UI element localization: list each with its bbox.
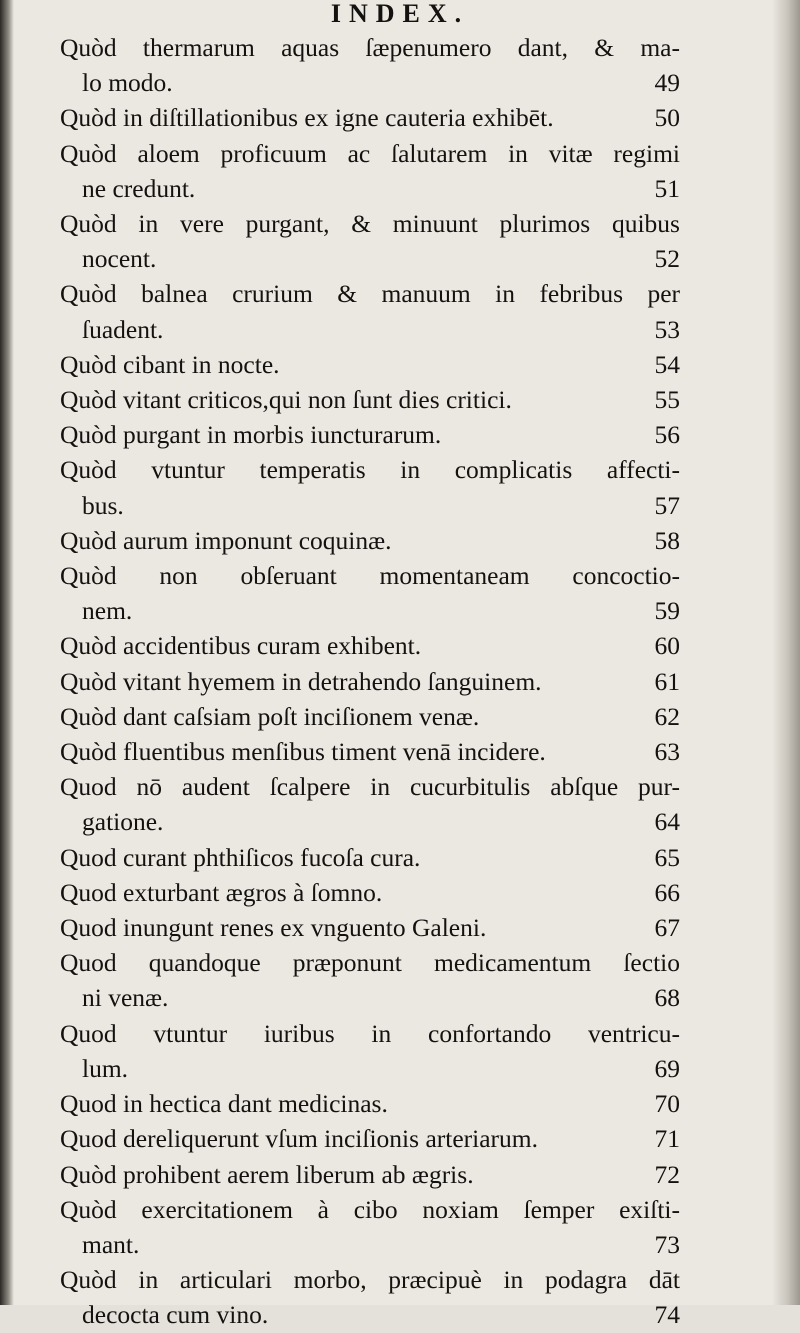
index-entry <box>60 30 680 100</box>
index-entry-text-line: lum. <box>82 1053 129 1083</box>
index-entry-page-number: 73 <box>654 1229 680 1259</box>
index-entry <box>60 1016 680 1086</box>
index-entry-text-line: Quòd in diſtillationibus ex igne cauteria exhibēt. <box>60 103 554 133</box>
index-entry-page-number: 69 <box>654 1053 680 1083</box>
index-entry <box>60 347 680 382</box>
index-entry-text-line: Quòd dant caſsiam poſt inciſionem venæ. <box>60 701 480 731</box>
index-entry <box>60 1121 680 1156</box>
index-entry-text-line: Quòd purgant in morbis iuncturarum. <box>60 420 442 450</box>
index-entry <box>60 276 680 346</box>
index-entry-text-line: decocta cum vino. <box>82 1300 269 1330</box>
index-entry-page-number: 67 <box>654 913 680 943</box>
index-entry-text-line: Quòd vtuntur temperatis in complicatis affecti- <box>60 455 680 485</box>
index-entry <box>60 100 680 135</box>
page-header-title: INDEX. <box>330 0 470 28</box>
index-entry-page-number: 56 <box>654 420 680 450</box>
index-entry-page-number: 71 <box>654 1124 680 1154</box>
index-entry-text-line: Quod quandoque præponunt medicamentum ſectio <box>60 948 680 978</box>
index-entry-page-number: 55 <box>654 385 680 415</box>
index-entry-text-line: Quod inungunt renes ex vnguento Galeni. <box>60 913 487 943</box>
index-entry-page-number: 50 <box>654 103 680 133</box>
index-entry-text-line: Quòd cibant in nocte. <box>60 349 280 379</box>
index-entry-text-line: Quòd prohibent aerem liberum ab ægris. <box>60 1159 474 1189</box>
index-entry-text-line: Quod nō audent ſcalpere in cucurbitulis abſque pur- <box>60 772 680 802</box>
index-entry-page-number: 70 <box>654 1089 680 1119</box>
index-entry <box>60 1157 680 1192</box>
index-entry-text-line: Quòd aloem proficuum ac ſalutarem in vitæ regimi <box>60 138 680 168</box>
index-entry-text-line: gatione. <box>82 807 164 837</box>
index-entry <box>60 734 680 769</box>
index-entry-page-number: 57 <box>654 490 680 520</box>
index-entry-text-line: ni venæ. <box>82 983 169 1013</box>
index-entry-page-number: 61 <box>654 666 680 696</box>
index-entry-page-number: 53 <box>654 314 680 344</box>
index-entry <box>60 875 680 910</box>
index-entry-text-line: nocent. <box>82 244 157 274</box>
index-entry-text-line: Quòd vitant hyemem in detrahendo ſanguinem. <box>60 666 542 696</box>
index-entry-page-number: 65 <box>654 842 680 872</box>
index-entry-page-number: 68 <box>654 983 680 1013</box>
index-entry-text-line: nem. <box>82 596 133 626</box>
index-entry-text-line: Quòd non obſeruant momentaneam concoctio- <box>60 561 680 591</box>
index-entry-page-number: 63 <box>654 737 680 767</box>
index-entry-page-number: 64 <box>654 807 680 837</box>
index-entry <box>60 523 680 558</box>
index-entry <box>60 945 680 1015</box>
index-entry-page-number: 51 <box>654 173 680 203</box>
index-entry-page-number: 60 <box>654 631 680 661</box>
index-entry <box>60 452 680 522</box>
index-entry-page-number: 62 <box>654 701 680 731</box>
index-entry-text-line: Quòd in articulari morbo, præcipuè in podagra dāt <box>60 1265 680 1295</box>
index-entry-page-number: 49 <box>654 68 680 98</box>
index-entry <box>60 769 680 839</box>
index-entry-page-number: 58 <box>654 525 680 555</box>
index-entry <box>60 206 680 276</box>
index-entry-page-number: 52 <box>654 244 680 274</box>
index-entry-page-number: 54 <box>654 349 680 379</box>
index-entry-text-line: Quòd in vere purgant, & minuunt plurimos quibus <box>60 209 680 239</box>
index-entry-text-line: Quòd fluentibus menſibus timent venā incidere. <box>60 737 546 767</box>
index-entry-page-number: 72 <box>654 1159 680 1189</box>
index-entry-text-line: Quòd thermarum aquas ſæpenumero dant, & ma- <box>60 33 680 62</box>
index-entry <box>60 840 680 875</box>
page-edge-shadow <box>772 0 800 1305</box>
index-entry <box>60 382 680 417</box>
index-entry <box>60 558 680 628</box>
index-entry-text-line: Quòd aurum imponunt coquinæ. <box>60 525 392 555</box>
index-entry-text-line: Quòd accidentibus curam exhibent. <box>60 631 422 661</box>
index-entry-text-line: mant. <box>82 1229 140 1259</box>
index-entry-page-number: 66 <box>654 877 680 907</box>
index-entry-text-line: Quod dereliquerunt vſum inciſionis arteriarum. <box>60 1124 539 1154</box>
index-entry-page-number: 59 <box>654 596 680 626</box>
index-entry-text-line: ſuadent. <box>82 314 164 344</box>
index-entry-text-line: Quod in hectica dant medicinas. <box>60 1089 388 1119</box>
page-gutter-shadow <box>0 0 14 1305</box>
index-entries-list <box>60 30 680 1333</box>
index-entry-page-number: 74 <box>654 1300 680 1330</box>
index-entry <box>60 664 680 699</box>
index-entry <box>60 1192 680 1262</box>
index-entry <box>60 136 680 206</box>
index-entry <box>60 628 680 663</box>
index-entry-text-line: Quod curant phthiſicos fucoſa cura. <box>60 842 421 872</box>
index-entry-text-line: Quod vtuntur iuribus in confortando ventricu- <box>60 1018 680 1048</box>
index-entry-text-line: Quòd balnea crurium & manuum in febribus per <box>60 279 680 309</box>
index-entry-text-line: Quod exturbant ægros à ſomno. <box>60 877 383 907</box>
index-entry <box>60 699 680 734</box>
index-entry-text-line: Quòd exercitationem à cibo noxiam ſemper exiſti- <box>60 1194 680 1224</box>
index-entry <box>60 910 680 945</box>
index-entry-text-line: Quòd vitant criticos,qui non ſunt dies critici. <box>60 385 512 415</box>
index-entry <box>60 1262 680 1332</box>
index-entry <box>60 1086 680 1121</box>
index-entry-text-line: bus. <box>82 490 124 520</box>
index-entry-text-line: ne credunt. <box>82 173 196 203</box>
index-entry-text-line: lo modo. <box>82 68 173 98</box>
index-entry <box>60 417 680 452</box>
